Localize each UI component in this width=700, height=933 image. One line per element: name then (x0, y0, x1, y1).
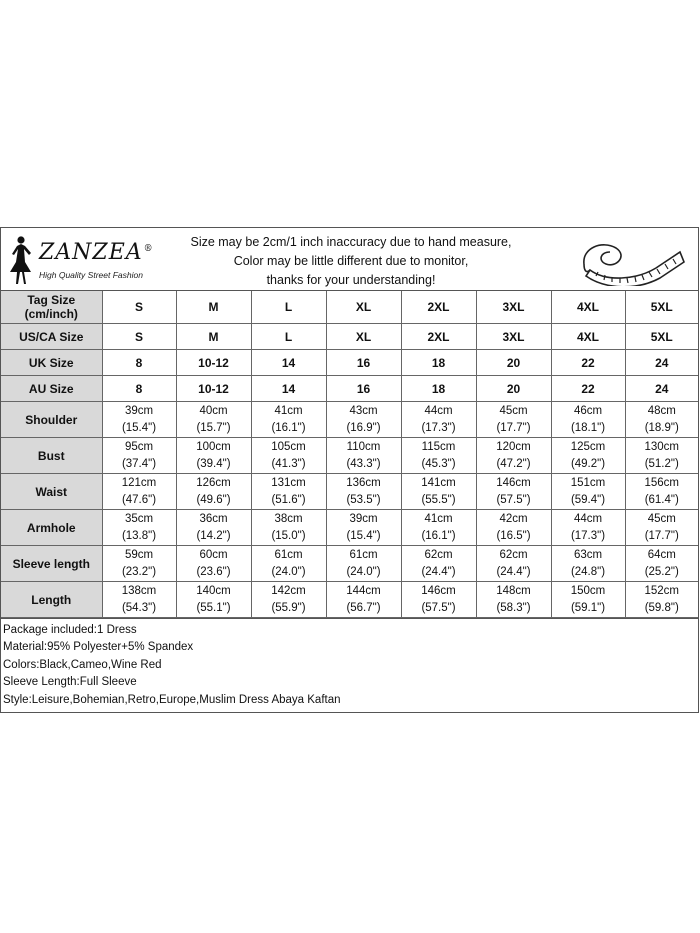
size-value: S (102, 324, 176, 350)
measurement-cell (251, 402, 326, 438)
size-value: 14 (251, 350, 326, 376)
measurement-inch: (25.2") (644, 565, 679, 578)
row-label: Armhole (1, 510, 102, 546)
brand-logo (5, 232, 155, 286)
info-package: Package included:1 Dress (3, 624, 137, 636)
measurement-cell (176, 402, 251, 438)
measurement-cm: 110cm (346, 440, 381, 453)
measurement-inch: (18.9") (644, 421, 679, 434)
measurement-cm: 150cm (570, 584, 606, 597)
measuring-tape-icon (576, 234, 686, 286)
measurement-cell (551, 402, 625, 438)
measurement-inch: (59.8") (644, 601, 679, 614)
measurement-cm: 142cm (271, 584, 306, 597)
measurement-inch: (61.4") (644, 493, 679, 506)
measurement-cell (401, 510, 476, 546)
measurement-cm: 140cm (196, 584, 231, 597)
measurement-cm: 64cm (647, 548, 676, 561)
measurement-cell (551, 438, 625, 474)
measurement-inch: (24.4") (496, 565, 531, 578)
measurement-cm: 126cm (196, 476, 231, 489)
measurement-inch: (56.7") (346, 601, 381, 614)
info-material: Material:95% Polyester+5% Spandex (3, 641, 194, 654)
measurement-inch: (16.1") (421, 529, 456, 542)
size-value: 10-12 (176, 376, 251, 402)
measurement-cm: 59cm (124, 548, 154, 561)
measurement-cm: 131cm (271, 476, 306, 489)
measurement-cm: 40cm (199, 404, 228, 417)
measurement-cm: 120cm (496, 440, 531, 453)
measurement-inch: (51.2") (644, 457, 679, 470)
row-label: UK Size (1, 350, 102, 376)
table-row (1, 291, 698, 324)
measurement-cm: 61cm (274, 548, 303, 561)
measurement-inch: (17.7") (496, 421, 531, 434)
product-info (1, 618, 698, 712)
row-label: US/CA Size (1, 324, 102, 350)
measurement-inch: (45.3") (421, 457, 456, 470)
measurement-cell (176, 510, 251, 546)
size-value: 14 (251, 376, 326, 402)
size-header: 3XL (476, 291, 551, 324)
measurement-inch: (59.4") (570, 493, 606, 506)
measurement-cm: 39cm (349, 512, 378, 525)
measurement-cell (625, 402, 698, 438)
measurement-cm: 146cm (496, 476, 531, 489)
measurement-cell (102, 438, 176, 474)
measurement-inch: (15.4") (121, 421, 157, 434)
measurement-cm: 105cm (271, 440, 306, 453)
measurement-cell (326, 582, 401, 618)
size-value: 24 (625, 376, 698, 402)
measurement-cell (251, 474, 326, 510)
info-style: Style:Leisure,Bohemian,Retro,Europe,Muslim Dress Abaya Kaftan (3, 693, 341, 706)
size-header: M (176, 291, 251, 324)
measurement-inch: (55.5") (421, 493, 456, 506)
size-header: L (251, 291, 326, 324)
size-value: 8 (102, 350, 176, 376)
size-value: 16 (326, 350, 401, 376)
size-value: M (176, 324, 251, 350)
measurement-cm: 144cm (346, 584, 381, 597)
measurement-cm: 121cm (121, 476, 157, 489)
table-row (1, 438, 698, 474)
measurement-inch: (57.5") (496, 493, 531, 506)
measurement-inch: (16.1") (271, 421, 306, 434)
measurement-inch: (55.1") (196, 601, 231, 614)
measurement-cell (251, 546, 326, 582)
measurement-cell (251, 510, 326, 546)
measurement-cell (625, 510, 698, 546)
measurement-inch: (39.4") (196, 457, 231, 470)
measurement-cm: 152cm (644, 584, 680, 597)
measurement-inch: (57.5") (421, 601, 456, 614)
measurement-cell (551, 510, 625, 546)
row-label: Sleeve length (1, 546, 102, 582)
size-value: 10-12 (176, 350, 251, 376)
measurement-inch: (17.3") (570, 529, 606, 542)
measurement-cell (476, 402, 551, 438)
notice-line: Size may be 2cm/1 inch inaccuracy due to hand measure, (190, 235, 512, 249)
measurement-cm: 130cm (644, 440, 680, 453)
row-label: Waist (1, 474, 102, 510)
measurement-inch: (15.0") (271, 529, 306, 542)
measurement-cm: 138cm (121, 584, 157, 597)
measurement-cell (401, 402, 476, 438)
row-label: Length (1, 582, 102, 618)
measurement-cm: 38cm (274, 512, 303, 525)
measurement-cell (551, 474, 625, 510)
measurement-inch: (18.1") (570, 421, 606, 434)
measurement-cell (476, 546, 551, 582)
measurement-cm: 62cm (424, 548, 453, 561)
size-value: 8 (102, 376, 176, 402)
measurement-cm: 48cm (647, 404, 676, 417)
measurement-cm: 148cm (496, 584, 531, 597)
measurement-inch: (15.7") (196, 421, 231, 434)
measurement-inch: (47.6") (121, 493, 157, 506)
measurement-inch: (24.0") (346, 565, 381, 578)
measurement-cell (326, 474, 401, 510)
measurement-cell (551, 546, 625, 582)
notice-line: Color may be little different due to monitor, (233, 254, 469, 268)
measurement-cell (625, 474, 698, 510)
size-value: L (251, 324, 326, 350)
measurement-cell (401, 474, 476, 510)
measurement-cell (326, 402, 401, 438)
measurement-cell (625, 582, 698, 618)
measurement-inch: (51.6") (271, 493, 306, 506)
measurement-cell (326, 546, 401, 582)
measurement-cell (476, 582, 551, 618)
measurement-cell (176, 438, 251, 474)
measurement-cm: 45cm (647, 512, 676, 525)
measurement-cell (102, 582, 176, 618)
table-row (1, 510, 698, 546)
table-row (1, 474, 698, 510)
measurement-cm: 100cm (196, 440, 231, 453)
measurement-cm: 125cm (570, 440, 606, 453)
measurement-cell (476, 474, 551, 510)
measurement-cm: 39cm (124, 404, 154, 417)
measurement-cm: 62cm (499, 548, 528, 561)
measurement-cell (401, 438, 476, 474)
row-label: Shoulder (1, 402, 102, 438)
size-table (1, 291, 698, 618)
measurement-cm: 60cm (199, 548, 228, 561)
measurement-cell (401, 546, 476, 582)
size-chart (0, 227, 699, 713)
measurement-inch: (49.6") (196, 493, 231, 506)
table-row (1, 546, 698, 582)
measurement-inch: (41.3") (271, 457, 306, 470)
measurement-inch: (17.7") (644, 529, 679, 542)
measurement-cell (326, 510, 401, 546)
measurement-inch: (58.3") (496, 601, 531, 614)
table-row (1, 582, 698, 618)
measurement-cell (102, 402, 176, 438)
measurement-inch: (16.5") (496, 529, 531, 542)
table-row (1, 376, 698, 402)
info-sleeve-length: Sleeve Length:Full Sleeve (3, 676, 137, 689)
measurement-cm: 146cm (421, 584, 456, 597)
notice-text (161, 233, 541, 290)
measurement-inch: (23.6") (196, 565, 231, 578)
measurement-inch: (59.1") (570, 601, 606, 614)
measurement-cm: 42cm (499, 512, 528, 525)
size-value: 20 (476, 376, 551, 402)
size-header: S (102, 291, 176, 324)
measurement-cell (102, 474, 176, 510)
measurement-cm: 115cm (421, 440, 456, 453)
measurement-cm: 41cm (424, 512, 453, 525)
measurement-inch: (15.4") (346, 529, 381, 542)
measurement-cell (476, 510, 551, 546)
size-value: 5XL (625, 324, 698, 350)
measurement-cm: 63cm (573, 548, 603, 561)
measurement-cm: 95cm (124, 440, 154, 453)
size-value: 22 (551, 376, 625, 402)
measurement-cell (476, 438, 551, 474)
measurement-inch: (14.2") (196, 529, 231, 542)
measurement-cm: 36cm (199, 512, 228, 525)
measurement-cell (102, 510, 176, 546)
measurement-cell (551, 582, 625, 618)
brand-name: ZANZEA® (39, 240, 154, 265)
size-value: 20 (476, 350, 551, 376)
measurement-cm: 141cm (421, 476, 456, 489)
measurement-inch: (37.4") (121, 457, 157, 470)
size-header: XL (326, 291, 401, 324)
measurement-inch: (47.2") (496, 457, 531, 470)
info-colors: Colors:Black,Cameo,Wine Red (3, 658, 162, 671)
measurement-cell (401, 582, 476, 618)
chart-header (1, 228, 698, 291)
measurement-inch: (23.2") (121, 565, 157, 578)
measurement-cell (625, 546, 698, 582)
brand-tagline: High Quality Street Fashion (39, 270, 143, 280)
measurement-inch: (54.3") (121, 601, 157, 614)
tag-size-label: Tag Size (cm/inch) (1, 291, 102, 324)
size-value: XL (326, 324, 401, 350)
measurement-cm: 136cm (346, 476, 381, 489)
size-header: 4XL (551, 291, 625, 324)
row-label: Bust (1, 438, 102, 474)
measurement-cm: 45cm (499, 404, 528, 417)
measurement-cm: 44cm (573, 512, 603, 525)
size-value: 24 (625, 350, 698, 376)
size-value: 22 (551, 350, 625, 376)
measurement-cell (326, 438, 401, 474)
measurement-inch: (55.9") (271, 601, 306, 614)
measurement-inch: (49.2") (570, 457, 606, 470)
measurement-cell (102, 546, 176, 582)
measurement-cell (176, 582, 251, 618)
table-row (1, 324, 698, 350)
measurement-cell (625, 438, 698, 474)
measurement-inch: (13.8") (121, 529, 157, 542)
measurement-cm: 41cm (274, 404, 303, 417)
measurement-cm: 46cm (573, 404, 603, 417)
measurement-cell (251, 582, 326, 618)
measurement-inch: (24.8") (570, 565, 606, 578)
measurement-inch: (24.0") (271, 565, 306, 578)
measurement-inch: (16.9") (346, 421, 381, 434)
measurement-inch: (43.3") (346, 457, 381, 470)
size-value: 2XL (401, 324, 476, 350)
notice-line: thanks for your understanding! (266, 273, 436, 287)
table-row (1, 402, 698, 438)
measurement-cm: 43cm (349, 404, 378, 417)
size-value: 16 (326, 376, 401, 402)
measurement-cm: 156cm (644, 476, 680, 489)
measurement-cm: 44cm (424, 404, 453, 417)
size-value: 18 (401, 350, 476, 376)
measurement-cell (251, 438, 326, 474)
table-row (1, 350, 698, 376)
measurement-cell (176, 474, 251, 510)
measurement-cell (176, 546, 251, 582)
measurement-inch: (53.5") (346, 493, 381, 506)
measurement-cm: 151cm (570, 476, 606, 489)
row-label: AU Size (1, 376, 102, 402)
size-value: 3XL (476, 324, 551, 350)
size-header: 5XL (625, 291, 698, 324)
size-value: 4XL (551, 324, 625, 350)
measurement-inch: (17.3") (421, 421, 456, 434)
size-header: 2XL (401, 291, 476, 324)
size-value: 18 (401, 376, 476, 402)
measurement-cm: 61cm (349, 548, 378, 561)
measurement-inch: (24.4") (421, 565, 456, 578)
woman-silhouette-icon (5, 234, 35, 286)
measurement-cm: 35cm (124, 512, 154, 525)
